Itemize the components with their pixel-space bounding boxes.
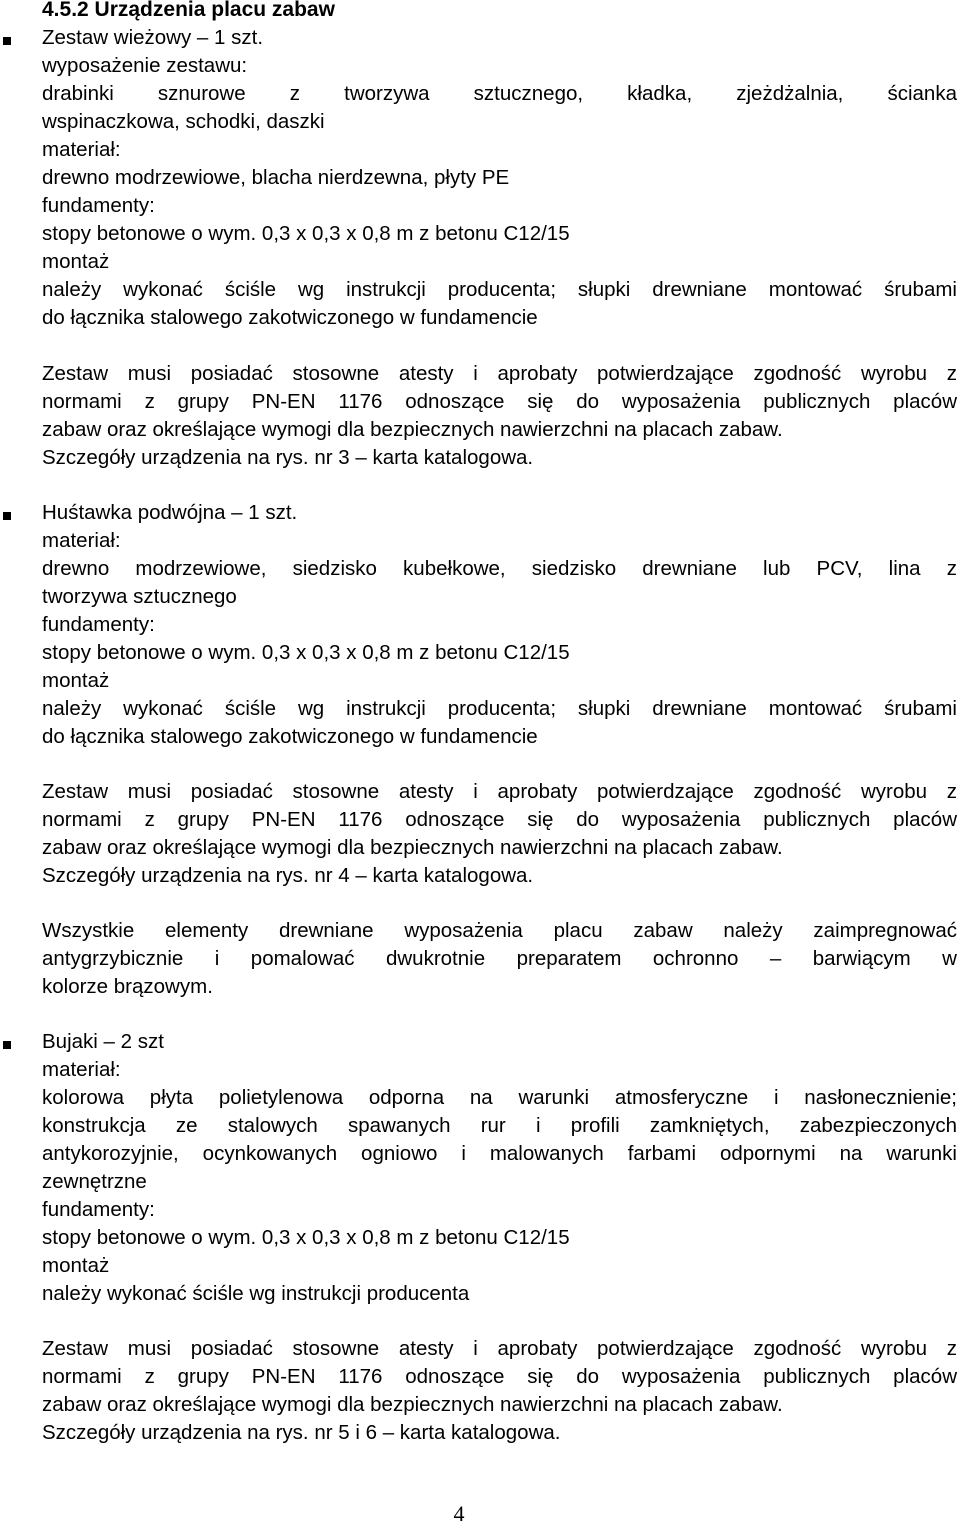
equipment-text-line: wspinaczkowa, schodki, daszki <box>42 110 325 133</box>
bullet-icon <box>3 512 11 520</box>
material-text: drewno modrzewiowe, blacha nierdzewna, płyty PE <box>42 166 510 189</box>
catalog-reference: Szczegóły urządzenia na rys. nr 4 – karta katalogowa. <box>42 864 534 887</box>
item-title-swing: Huśtawka podwójna – 1 szt. <box>42 501 298 524</box>
foundation-label: fundamenty: <box>42 1198 155 1221</box>
certificate-text-line: zabaw oraz określające wymogi dla bezpiecznych nawierzchni na placach zabaw. <box>42 1393 783 1416</box>
assembly-label: montaż <box>42 250 110 273</box>
assembly-text: należy wykonać ściśle wg instrukcji producenta <box>42 1282 470 1305</box>
material-text-line: konstrukcja ze stalowych spawanych rur i profili zamkniętych, zabezpieczonych <box>42 1114 957 1137</box>
material-text-line: antykorozyjnie, ocynkowanych ogniowo i malowanych farbami odpornymi na warunki <box>42 1142 957 1165</box>
certificate-text-line: Zestaw musi posiadać stosowne atesty i aprobaty potwierdzające zgodność wyrobu z <box>42 780 957 803</box>
foundation-text: stopy betonowe o wym. 0,3 x 0,3 x 0,8 m z betonu C12/15 <box>42 1226 570 1249</box>
foundation-text: stopy betonowe o wym. 0,3 x 0,3 x 0,8 m z betonu C12/15 <box>42 222 570 245</box>
assembly-text-line: należy wykonać ściśle wg instrukcji producenta; słupki drewniane montować śrubami <box>42 697 957 720</box>
catalog-reference: Szczegóły urządzenia na rys. nr 5 i 6 – karta katalogowa. <box>42 1421 561 1444</box>
impregnation-note-line: Wszystkie elementy drewniane wyposażenia placu zabaw należy zaimpregnować <box>42 919 957 942</box>
item-title-tower-set: Zestaw wieżowy – 1 szt. <box>42 26 264 49</box>
bullet-icon <box>3 1041 11 1049</box>
material-text-line: kolorowa płyta polietylenowa odporna na warunki atmosferyczne i nasłonecznienie; <box>42 1086 957 1109</box>
material-label: materiał: <box>42 529 121 552</box>
foundation-text: stopy betonowe o wym. 0,3 x 0,3 x 0,8 m z betonu C12/15 <box>42 641 570 664</box>
material-text-line: zewnętrzne <box>42 1170 147 1193</box>
section-heading: 4.5.2 Urządzenia placu zabaw <box>42 0 335 21</box>
certificate-text-line: normami z grupy PN-EN 1176 odnoszące się do wyposażenia publicznych placów <box>42 1365 957 1388</box>
item-title-rockers: Bujaki – 2 szt <box>42 1030 164 1053</box>
material-text-line: tworzywa sztucznego <box>42 585 237 608</box>
equipment-text-line: drabinki sznurowe z tworzywa sztucznego, kładka, zjeżdżalnia, ścianka <box>42 82 957 105</box>
certificate-text-line: zabaw oraz określające wymogi dla bezpiecznych nawierzchni na placach zabaw. <box>42 418 783 441</box>
foundation-label: fundamenty: <box>42 613 155 636</box>
certificate-text-line: zabaw oraz określające wymogi dla bezpiecznych nawierzchni na placach zabaw. <box>42 836 783 859</box>
assembly-label: montaż <box>42 669 110 692</box>
material-label: materiał: <box>42 1058 121 1081</box>
certificate-text-line: Zestaw musi posiadać stosowne atesty i aprobaty potwierdzające zgodność wyrobu z <box>42 1337 957 1360</box>
impregnation-note-line: antygrzybicznie i pomalować dwukrotnie preparatem ochronno – barwiącym w <box>42 947 957 970</box>
assembly-text-line: należy wykonać ściśle wg instrukcji producenta; słupki drewniane montować śrubami <box>42 278 957 301</box>
impregnation-note-line: kolorze brązowym. <box>42 975 213 998</box>
material-label: materiał: <box>42 138 121 161</box>
assembly-text-line: do łącznika stalowego zakotwiczonego w fundamencie <box>42 725 538 748</box>
assembly-text-line: do łącznika stalowego zakotwiczonego w fundamencie <box>42 306 538 329</box>
material-text-line: drewno modrzewiowe, siedzisko kubełkowe, siedzisko drewniane lub PCV, lina z <box>42 557 957 580</box>
certificate-text-line: Zestaw musi posiadać stosowne atesty i aprobaty potwierdzające zgodność wyrobu z <box>42 362 957 385</box>
assembly-label: montaż <box>42 1254 110 1277</box>
certificate-text-line: normami z grupy PN-EN 1176 odnoszące się do wyposażenia publicznych placów <box>42 390 957 413</box>
certificate-text-line: normami z grupy PN-EN 1176 odnoszące się do wyposażenia publicznych placów <box>42 808 957 831</box>
equipment-label: wyposażenie zestawu: <box>42 54 248 77</box>
page-number: 4 <box>453 1501 465 1526</box>
foundation-label: fundamenty: <box>42 194 155 217</box>
catalog-reference: Szczegóły urządzenia na rys. nr 3 – karta katalogowa. <box>42 446 534 469</box>
bullet-icon <box>3 37 11 45</box>
